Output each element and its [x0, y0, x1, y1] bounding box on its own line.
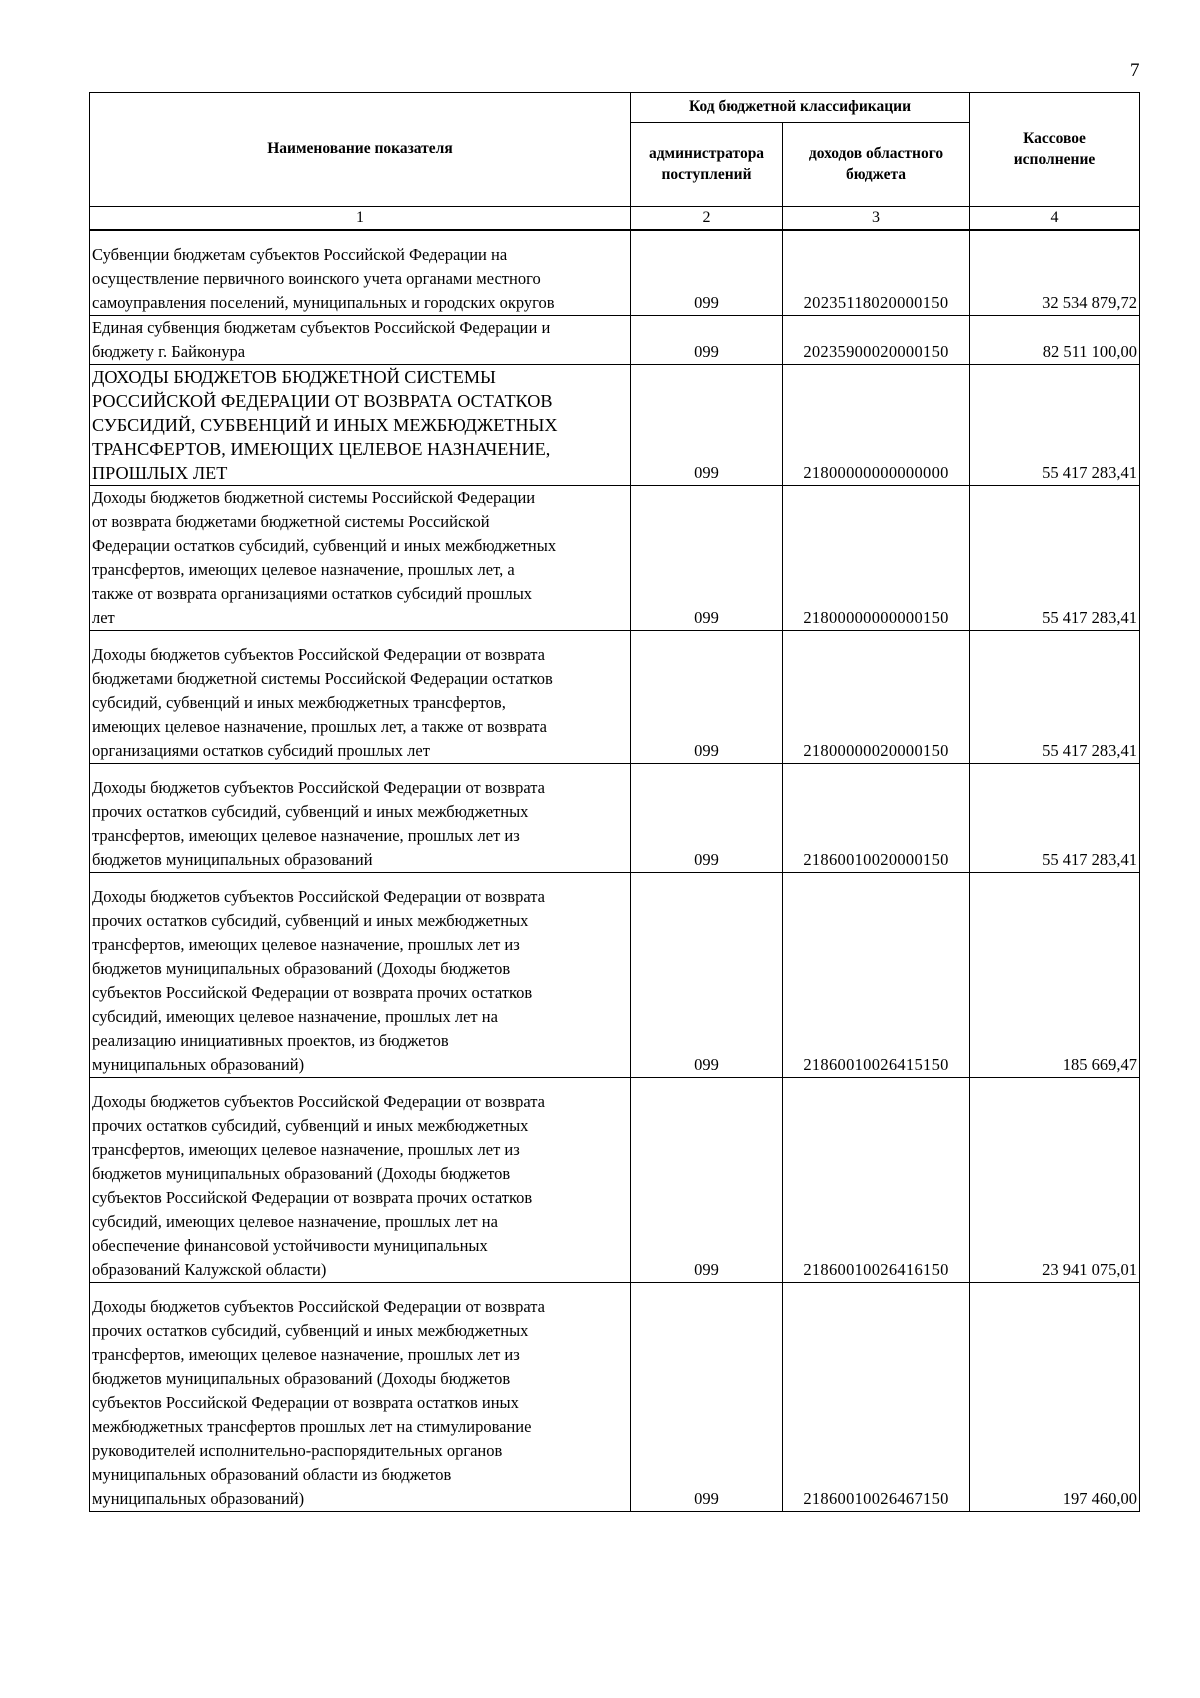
name-line: муниципальных образований): [92, 1055, 305, 1074]
name-line: РОССИЙСКОЙ ФЕДЕРАЦИИ ОТ ВОЗВРАТА ОСТАТКОВ: [92, 391, 553, 411]
name-line: Доходы бюджетов субъектов Российской Федерации от возврата: [92, 645, 545, 664]
table-row: [90, 486, 1140, 631]
cash-amount: 82 511 100,00: [970, 316, 1140, 365]
admin-code: 099: [631, 1283, 783, 1512]
name-line: реализацию инициативных проектов, из бюджетов: [92, 1031, 449, 1050]
name-line: межбюджетных трансфертов прошлых лет на стимулирование: [92, 1417, 532, 1436]
indicator-name: [90, 1283, 631, 1512]
cash-amount: 55 417 283,41: [970, 764, 1140, 873]
name-line: СУБСИДИЙ, СУБВЕНЦИЙ И ИНЫХ МЕЖБЮДЖЕТНЫХ: [92, 415, 558, 435]
name-line: трансфертов, имеющих целевое назначение, прошлых лет из: [92, 935, 520, 954]
name-line: самоуправления поселений, муниципальных и городских округов: [92, 293, 555, 312]
header-income-line1: доходов областного: [808, 145, 944, 163]
cash-amount: 197 460,00: [970, 1283, 1140, 1512]
admin-code: 099: [631, 631, 783, 764]
income-code: 21860010020000150: [783, 764, 970, 873]
income-code: 21800000020000150: [783, 631, 970, 764]
name-line: трансфертов, имеющих целевое назначение, прошлых лет из: [92, 826, 520, 845]
name-line: субъектов Российской Федерации от возврата прочих остатков: [92, 1188, 533, 1207]
indicator-name: [90, 365, 631, 486]
admin-code: 099: [631, 365, 783, 486]
name-line: прочих остатков субсидий, субвенций и иных межбюджетных: [92, 802, 529, 821]
name-line: муниципальных образований области из бюджетов: [92, 1465, 452, 1484]
column-number: 3: [783, 207, 970, 231]
column-number: 4: [970, 207, 1140, 231]
header-exec-line1: Кассовое: [1023, 130, 1086, 148]
cash-amount: 55 417 283,41: [970, 365, 1140, 486]
name-line: образований Калужской области): [92, 1260, 327, 1279]
name-line: Федерации остатков субсидий, субвенций и иных межбюджетных: [92, 536, 557, 555]
admin-code: 099: [631, 764, 783, 873]
name-line: обеспечение финансовой устойчивости муниципальных: [92, 1236, 488, 1255]
name-line: бюджетов муниципальных образований: [92, 850, 373, 869]
name-line: ТРАНСФЕРТОВ, ИМЕЮЩИХ ЦЕЛЕВОЕ НАЗНАЧЕНИЕ,: [92, 439, 551, 459]
header-income-line2: бюджета: [845, 165, 907, 183]
column-number-row: [90, 207, 1140, 231]
name-line: руководителей исполнительно-распорядительных органов: [92, 1441, 503, 1460]
name-line: прочих остатков субсидий, субвенций и иных межбюджетных: [92, 911, 529, 930]
name-line: прочих остатков субсидий, субвенций и иных межбюджетных: [92, 1321, 529, 1340]
indicator-name: [90, 316, 631, 365]
table-row: [90, 230, 1140, 316]
cash-amount: 32 534 879,72: [970, 230, 1140, 316]
cash-amount: 55 417 283,41: [970, 631, 1140, 764]
name-line: субсидий, имеющих целевое назначение, прошлых лет на: [92, 1212, 498, 1231]
indicator-name: [90, 486, 631, 631]
table-row: [90, 631, 1140, 764]
column-number: 1: [90, 207, 631, 231]
name-line: также от возврата организациями остатков субсидий прошлых: [92, 584, 533, 603]
name-line: прочих остатков субсидий, субвенций и иных межбюджетных: [92, 1116, 529, 1135]
budget-revenue-table: [89, 92, 1140, 1512]
name-line: бюджетов муниципальных образований (Доходы бюджетов: [92, 1164, 511, 1183]
name-line: Доходы бюджетов бюджетной системы Российской Федерации: [92, 488, 536, 507]
admin-code: 099: [631, 316, 783, 365]
admin-code: 099: [631, 1078, 783, 1283]
name-line: бюджету г. Байконура: [92, 342, 246, 361]
name-line: трансфертов, имеющих целевое назначение, прошлых лет из: [92, 1345, 520, 1364]
table-row: [90, 1283, 1140, 1512]
indicator-name: [90, 873, 631, 1078]
admin-code: 099: [631, 873, 783, 1078]
name-line: ПРОШЛЫХ ЛЕТ: [92, 463, 228, 483]
header-admin-line2: поступлений: [661, 165, 752, 183]
income-code: 20235118020000150: [783, 230, 970, 316]
name-line: Доходы бюджетов субъектов Российской Федерации от возврата: [92, 1092, 545, 1111]
name-line: субсидий, субвенций и иных межбюджетных трансфертов,: [92, 693, 506, 712]
name-line: субъектов Российской Федерации от возврата остатков иных: [92, 1393, 519, 1412]
table-row: [90, 764, 1140, 873]
income-code: 21860010026415150: [783, 873, 970, 1078]
name-line: трансфертов, имеющих целевое назначение, прошлых лет из: [92, 1140, 520, 1159]
cash-amount: 185 669,47: [970, 873, 1140, 1078]
name-line: субъектов Российской Федерации от возврата прочих остатков: [92, 983, 533, 1002]
income-code: 21800000000000150: [783, 486, 970, 631]
name-line: осуществление первичного воинского учета органами местного: [92, 269, 541, 288]
income-code: 21860010026467150: [783, 1283, 970, 1512]
name-line: Единая субвенция бюджетам субъектов Российской Федерации и: [92, 318, 551, 337]
header-exec-line2: исполнение: [1013, 150, 1096, 168]
header-admin-line1: администратора: [648, 145, 765, 163]
indicator-name: [90, 631, 631, 764]
name-line: бюджетами бюджетной системы Российской Федерации остатков: [92, 669, 553, 688]
admin-code: 099: [631, 230, 783, 316]
name-line: трансфертов, имеющих целевое назначение, прошлых лет, а: [92, 560, 515, 579]
name-line: имеющих целевое назначение, прошлых лет, а также от возврата: [92, 717, 547, 736]
page-number: 7: [1130, 60, 1140, 81]
cash-amount: 23 941 075,01: [970, 1078, 1140, 1283]
income-code: 20235900020000150: [783, 316, 970, 365]
indicator-name: [90, 230, 631, 316]
name-line: субсидий, имеющих целевое назначение, прошлых лет на: [92, 1007, 498, 1026]
name-line: лет: [92, 608, 115, 627]
name-line: Доходы бюджетов субъектов Российской Федерации от возврата: [92, 887, 545, 906]
name-line: организациями остатков субсидий прошлых лет: [92, 741, 430, 760]
table-row: [90, 365, 1140, 486]
header-administrator: [631, 123, 783, 207]
table-row: [90, 1078, 1140, 1283]
column-number: 2: [631, 207, 783, 231]
name-line: Доходы бюджетов субъектов Российской Федерации от возврата: [92, 1297, 545, 1316]
header-cash-execution: [970, 93, 1140, 207]
name-line: от возврата бюджетами бюджетной системы Российской: [92, 512, 490, 531]
header-indicator-name: Наименование показателя: [90, 93, 631, 207]
cash-amount: 55 417 283,41: [970, 486, 1140, 631]
admin-code: 099: [631, 486, 783, 631]
name-line: бюджетов муниципальных образований (Доходы бюджетов: [92, 959, 511, 978]
name-line: Доходы бюджетов субъектов Российской Федерации от возврата: [92, 778, 545, 797]
income-code: 21800000000000000: [783, 365, 970, 486]
name-line: муниципальных образований): [92, 1489, 305, 1508]
indicator-name: [90, 764, 631, 873]
name-line: бюджетов муниципальных образований (Доходы бюджетов: [92, 1369, 511, 1388]
name-line: Субвенции бюджетам субъектов Российской Федерации на: [92, 245, 508, 264]
table-row: [90, 873, 1140, 1078]
table-row: [90, 316, 1140, 365]
header-classification-code: Код бюджетной классификации: [631, 93, 970, 123]
header-regional-income: [783, 123, 970, 207]
name-line: ДОХОДЫ БЮДЖЕТОВ БЮДЖЕТНОЙ СИСТЕМЫ: [92, 367, 496, 387]
indicator-name: [90, 1078, 631, 1283]
income-code: 21860010026416150: [783, 1078, 970, 1283]
